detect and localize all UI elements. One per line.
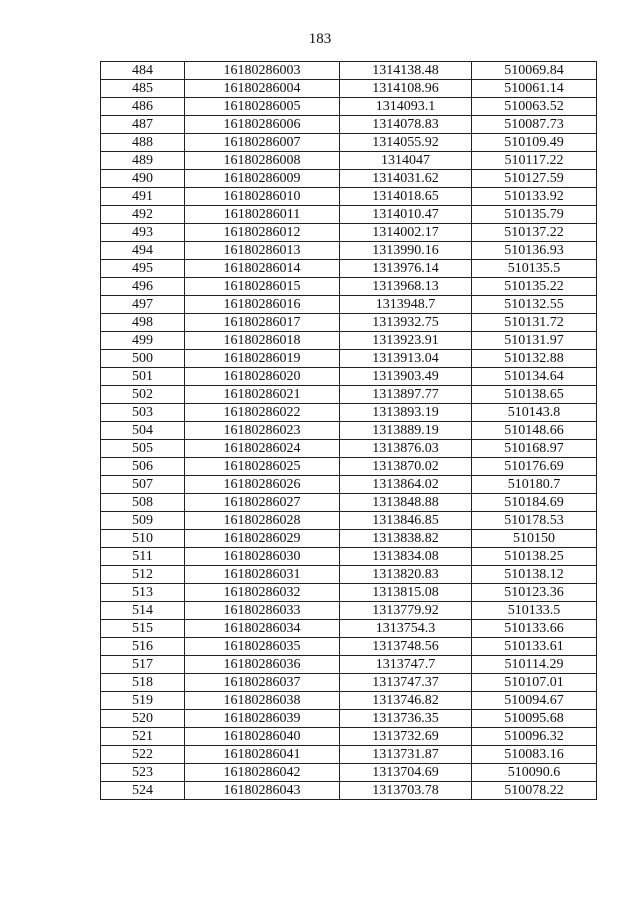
table-row xyxy=(101,314,597,332)
point-number-cell: 500 xyxy=(101,350,185,368)
table-row xyxy=(101,710,597,728)
x-coordinate-cell: 1313820.83 xyxy=(340,566,472,584)
x-coordinate-cell: 1313932.75 xyxy=(340,314,472,332)
cadastral-id-cell: 16180286027 xyxy=(185,494,340,512)
y-coordinate-cell: 510133.61 xyxy=(472,638,597,656)
x-coordinate-cell: 1313864.02 xyxy=(340,476,472,494)
point-number-cell: 512 xyxy=(101,566,185,584)
point-number-cell: 505 xyxy=(101,440,185,458)
x-coordinate-cell: 1314108.96 xyxy=(340,80,472,98)
cadastral-id-cell: 16180286024 xyxy=(185,440,340,458)
table-row xyxy=(101,620,597,638)
table-row xyxy=(101,242,597,260)
point-number-cell: 524 xyxy=(101,782,185,800)
cadastral-id-cell: 16180286004 xyxy=(185,80,340,98)
table-row xyxy=(101,584,597,602)
cadastral-id-cell: 16180286028 xyxy=(185,512,340,530)
x-coordinate-cell: 1314031.62 xyxy=(340,170,472,188)
cadastral-id-cell: 16180286021 xyxy=(185,386,340,404)
point-number-cell: 498 xyxy=(101,314,185,332)
table-row xyxy=(101,386,597,404)
x-coordinate-cell: 1314018.65 xyxy=(340,188,472,206)
y-coordinate-cell: 510138.65 xyxy=(472,386,597,404)
x-coordinate-cell: 1313754.3 xyxy=(340,620,472,638)
table-row xyxy=(101,548,597,566)
point-number-cell: 503 xyxy=(101,404,185,422)
y-coordinate-cell: 510096.32 xyxy=(472,728,597,746)
cadastral-id-cell: 16180286038 xyxy=(185,692,340,710)
point-number-cell: 491 xyxy=(101,188,185,206)
cadastral-id-cell: 16180286023 xyxy=(185,422,340,440)
y-coordinate-cell: 510117.22 xyxy=(472,152,597,170)
coordinates-table xyxy=(100,61,597,800)
point-number-cell: 508 xyxy=(101,494,185,512)
x-coordinate-cell: 1313948.7 xyxy=(340,296,472,314)
point-number-cell: 523 xyxy=(101,764,185,782)
table-row xyxy=(101,566,597,584)
x-coordinate-cell: 1313893.19 xyxy=(340,404,472,422)
x-coordinate-cell: 1314010.47 xyxy=(340,206,472,224)
y-coordinate-cell: 510069.84 xyxy=(472,62,597,80)
x-coordinate-cell: 1313913.04 xyxy=(340,350,472,368)
y-coordinate-cell: 510061.14 xyxy=(472,80,597,98)
y-coordinate-cell: 510127.59 xyxy=(472,170,597,188)
table-row xyxy=(101,206,597,224)
point-number-cell: 502 xyxy=(101,386,185,404)
y-coordinate-cell: 510133.66 xyxy=(472,620,597,638)
cadastral-id-cell: 16180286040 xyxy=(185,728,340,746)
cadastral-id-cell: 16180286039 xyxy=(185,710,340,728)
table-row xyxy=(101,224,597,242)
cadastral-id-cell: 16180286019 xyxy=(185,350,340,368)
point-number-cell: 493 xyxy=(101,224,185,242)
cadastral-id-cell: 16180286013 xyxy=(185,242,340,260)
point-number-cell: 519 xyxy=(101,692,185,710)
table-row xyxy=(101,188,597,206)
table-row xyxy=(101,728,597,746)
table-row xyxy=(101,638,597,656)
y-coordinate-cell: 510114.29 xyxy=(472,656,597,674)
table-row xyxy=(101,764,597,782)
table-row xyxy=(101,116,597,134)
x-coordinate-cell: 1313732.69 xyxy=(340,728,472,746)
x-coordinate-cell: 1314047 xyxy=(340,152,472,170)
y-coordinate-cell: 510131.97 xyxy=(472,332,597,350)
cadastral-id-cell: 16180286042 xyxy=(185,764,340,782)
table-row xyxy=(101,170,597,188)
x-coordinate-cell: 1313897.77 xyxy=(340,386,472,404)
point-number-cell: 511 xyxy=(101,548,185,566)
cadastral-id-cell: 16180286033 xyxy=(185,602,340,620)
cadastral-id-cell: 16180286014 xyxy=(185,260,340,278)
point-number-cell: 501 xyxy=(101,368,185,386)
y-coordinate-cell: 510136.93 xyxy=(472,242,597,260)
cadastral-id-cell: 16180286036 xyxy=(185,656,340,674)
x-coordinate-cell: 1313779.92 xyxy=(340,602,472,620)
point-number-cell: 506 xyxy=(101,458,185,476)
x-coordinate-cell: 1313747.7 xyxy=(340,656,472,674)
cadastral-id-cell: 16180286012 xyxy=(185,224,340,242)
y-coordinate-cell: 510138.12 xyxy=(472,566,597,584)
y-coordinate-cell: 510137.22 xyxy=(472,224,597,242)
point-number-cell: 509 xyxy=(101,512,185,530)
y-coordinate-cell: 510132.55 xyxy=(472,296,597,314)
y-coordinate-cell: 510131.72 xyxy=(472,314,597,332)
cadastral-id-cell: 16180286007 xyxy=(185,134,340,152)
x-coordinate-cell: 1314002.17 xyxy=(340,224,472,242)
point-number-cell: 490 xyxy=(101,170,185,188)
point-number-cell: 488 xyxy=(101,134,185,152)
cadastral-id-cell: 16180286006 xyxy=(185,116,340,134)
cadastral-id-cell: 16180286030 xyxy=(185,548,340,566)
coordinates-table-body xyxy=(101,62,597,800)
point-number-cell: 495 xyxy=(101,260,185,278)
y-coordinate-cell: 510180.7 xyxy=(472,476,597,494)
y-coordinate-cell: 510176.69 xyxy=(472,458,597,476)
x-coordinate-cell: 1313731.87 xyxy=(340,746,472,764)
point-number-cell: 494 xyxy=(101,242,185,260)
y-coordinate-cell: 510133.5 xyxy=(472,602,597,620)
x-coordinate-cell: 1314055.92 xyxy=(340,134,472,152)
point-number-cell: 517 xyxy=(101,656,185,674)
cadastral-id-cell: 16180286031 xyxy=(185,566,340,584)
y-coordinate-cell: 510087.73 xyxy=(472,116,597,134)
cadastral-id-cell: 16180286003 xyxy=(185,62,340,80)
table-row xyxy=(101,440,597,458)
x-coordinate-cell: 1313976.14 xyxy=(340,260,472,278)
table-row xyxy=(101,692,597,710)
table-row xyxy=(101,278,597,296)
table-row xyxy=(101,782,597,800)
y-coordinate-cell: 510132.88 xyxy=(472,350,597,368)
cadastral-id-cell: 16180286022 xyxy=(185,404,340,422)
cadastral-id-cell: 16180286037 xyxy=(185,674,340,692)
cadastral-id-cell: 16180286041 xyxy=(185,746,340,764)
y-coordinate-cell: 510143.8 xyxy=(472,404,597,422)
table-row xyxy=(101,98,597,116)
point-number-cell: 489 xyxy=(101,152,185,170)
table-row xyxy=(101,512,597,530)
y-coordinate-cell: 510123.36 xyxy=(472,584,597,602)
point-number-cell: 486 xyxy=(101,98,185,116)
y-coordinate-cell: 510094.67 xyxy=(472,692,597,710)
table-row xyxy=(101,674,597,692)
point-number-cell: 496 xyxy=(101,278,185,296)
x-coordinate-cell: 1313747.37 xyxy=(340,674,472,692)
point-number-cell: 521 xyxy=(101,728,185,746)
cadastral-id-cell: 16180286005 xyxy=(185,98,340,116)
x-coordinate-cell: 1313838.82 xyxy=(340,530,472,548)
table-row xyxy=(101,404,597,422)
y-coordinate-cell: 510150 xyxy=(472,530,597,548)
x-coordinate-cell: 1314093.1 xyxy=(340,98,472,116)
y-coordinate-cell: 510168.97 xyxy=(472,440,597,458)
point-number-cell: 507 xyxy=(101,476,185,494)
cadastral-id-cell: 16180286029 xyxy=(185,530,340,548)
table-row xyxy=(101,260,597,278)
y-coordinate-cell: 510135.5 xyxy=(472,260,597,278)
cadastral-id-cell: 16180286034 xyxy=(185,620,340,638)
cadastral-id-cell: 16180286032 xyxy=(185,584,340,602)
x-coordinate-cell: 1313746.82 xyxy=(340,692,472,710)
x-coordinate-cell: 1313748.56 xyxy=(340,638,472,656)
table-row xyxy=(101,152,597,170)
x-coordinate-cell: 1313704.69 xyxy=(340,764,472,782)
cadastral-id-cell: 16180286026 xyxy=(185,476,340,494)
x-coordinate-cell: 1313815.08 xyxy=(340,584,472,602)
y-coordinate-cell: 510138.25 xyxy=(472,548,597,566)
page-number: 183 xyxy=(308,31,332,47)
x-coordinate-cell: 1313834.08 xyxy=(340,548,472,566)
x-coordinate-cell: 1313923.91 xyxy=(340,332,472,350)
x-coordinate-cell: 1313736.35 xyxy=(340,710,472,728)
point-number-cell: 487 xyxy=(101,116,185,134)
cadastral-id-cell: 16180286035 xyxy=(185,638,340,656)
x-coordinate-cell: 1313876.03 xyxy=(340,440,472,458)
x-coordinate-cell: 1313903.49 xyxy=(340,368,472,386)
cadastral-id-cell: 16180286025 xyxy=(185,458,340,476)
x-coordinate-cell: 1313846.85 xyxy=(340,512,472,530)
x-coordinate-cell: 1313889.19 xyxy=(340,422,472,440)
cadastral-id-cell: 16180286016 xyxy=(185,296,340,314)
cadastral-id-cell: 16180286008 xyxy=(185,152,340,170)
point-number-cell: 484 xyxy=(101,62,185,80)
table-row xyxy=(101,350,597,368)
x-coordinate-cell: 1314078.83 xyxy=(340,116,472,134)
y-coordinate-cell: 510178.53 xyxy=(472,512,597,530)
cadastral-id-cell: 16180286011 xyxy=(185,206,340,224)
cadastral-id-cell: 16180286043 xyxy=(185,782,340,800)
cadastral-id-cell: 16180286009 xyxy=(185,170,340,188)
point-number-cell: 510 xyxy=(101,530,185,548)
y-coordinate-cell: 510109.49 xyxy=(472,134,597,152)
point-number-cell: 515 xyxy=(101,620,185,638)
x-coordinate-cell: 1314138.48 xyxy=(340,62,472,80)
y-coordinate-cell: 510135.22 xyxy=(472,278,597,296)
table-row xyxy=(101,422,597,440)
y-coordinate-cell: 510078.22 xyxy=(472,782,597,800)
point-number-cell: 497 xyxy=(101,296,185,314)
y-coordinate-cell: 510107.01 xyxy=(472,674,597,692)
x-coordinate-cell: 1313703.78 xyxy=(340,782,472,800)
y-coordinate-cell: 510184.69 xyxy=(472,494,597,512)
cadastral-id-cell: 16180286015 xyxy=(185,278,340,296)
point-number-cell: 514 xyxy=(101,602,185,620)
y-coordinate-cell: 510133.92 xyxy=(472,188,597,206)
table-row xyxy=(101,746,597,764)
table-row xyxy=(101,296,597,314)
y-coordinate-cell: 510135.79 xyxy=(472,206,597,224)
cadastral-id-cell: 16180286020 xyxy=(185,368,340,386)
table-row xyxy=(101,458,597,476)
point-number-cell: 522 xyxy=(101,746,185,764)
y-coordinate-cell: 510063.52 xyxy=(472,98,597,116)
x-coordinate-cell: 1313848.88 xyxy=(340,494,472,512)
table-row xyxy=(101,62,597,80)
table-row xyxy=(101,134,597,152)
point-number-cell: 499 xyxy=(101,332,185,350)
y-coordinate-cell: 510134.64 xyxy=(472,368,597,386)
cadastral-id-cell: 16180286010 xyxy=(185,188,340,206)
x-coordinate-cell: 1313870.02 xyxy=(340,458,472,476)
y-coordinate-cell: 510090.6 xyxy=(472,764,597,782)
point-number-cell: 518 xyxy=(101,674,185,692)
point-number-cell: 516 xyxy=(101,638,185,656)
table-row xyxy=(101,368,597,386)
point-number-cell: 513 xyxy=(101,584,185,602)
point-number-cell: 520 xyxy=(101,710,185,728)
point-number-cell: 492 xyxy=(101,206,185,224)
y-coordinate-cell: 510148.66 xyxy=(472,422,597,440)
cadastral-id-cell: 16180286018 xyxy=(185,332,340,350)
table-row xyxy=(101,476,597,494)
cadastral-id-cell: 16180286017 xyxy=(185,314,340,332)
table-row xyxy=(101,332,597,350)
y-coordinate-cell: 510083.16 xyxy=(472,746,597,764)
point-number-cell: 504 xyxy=(101,422,185,440)
table-row xyxy=(101,494,597,512)
table-row xyxy=(101,530,597,548)
table-row xyxy=(101,602,597,620)
x-coordinate-cell: 1313990.16 xyxy=(340,242,472,260)
x-coordinate-cell: 1313968.13 xyxy=(340,278,472,296)
table-row xyxy=(101,80,597,98)
table-row xyxy=(101,656,597,674)
y-coordinate-cell: 510095.68 xyxy=(472,710,597,728)
point-number-cell: 485 xyxy=(101,80,185,98)
